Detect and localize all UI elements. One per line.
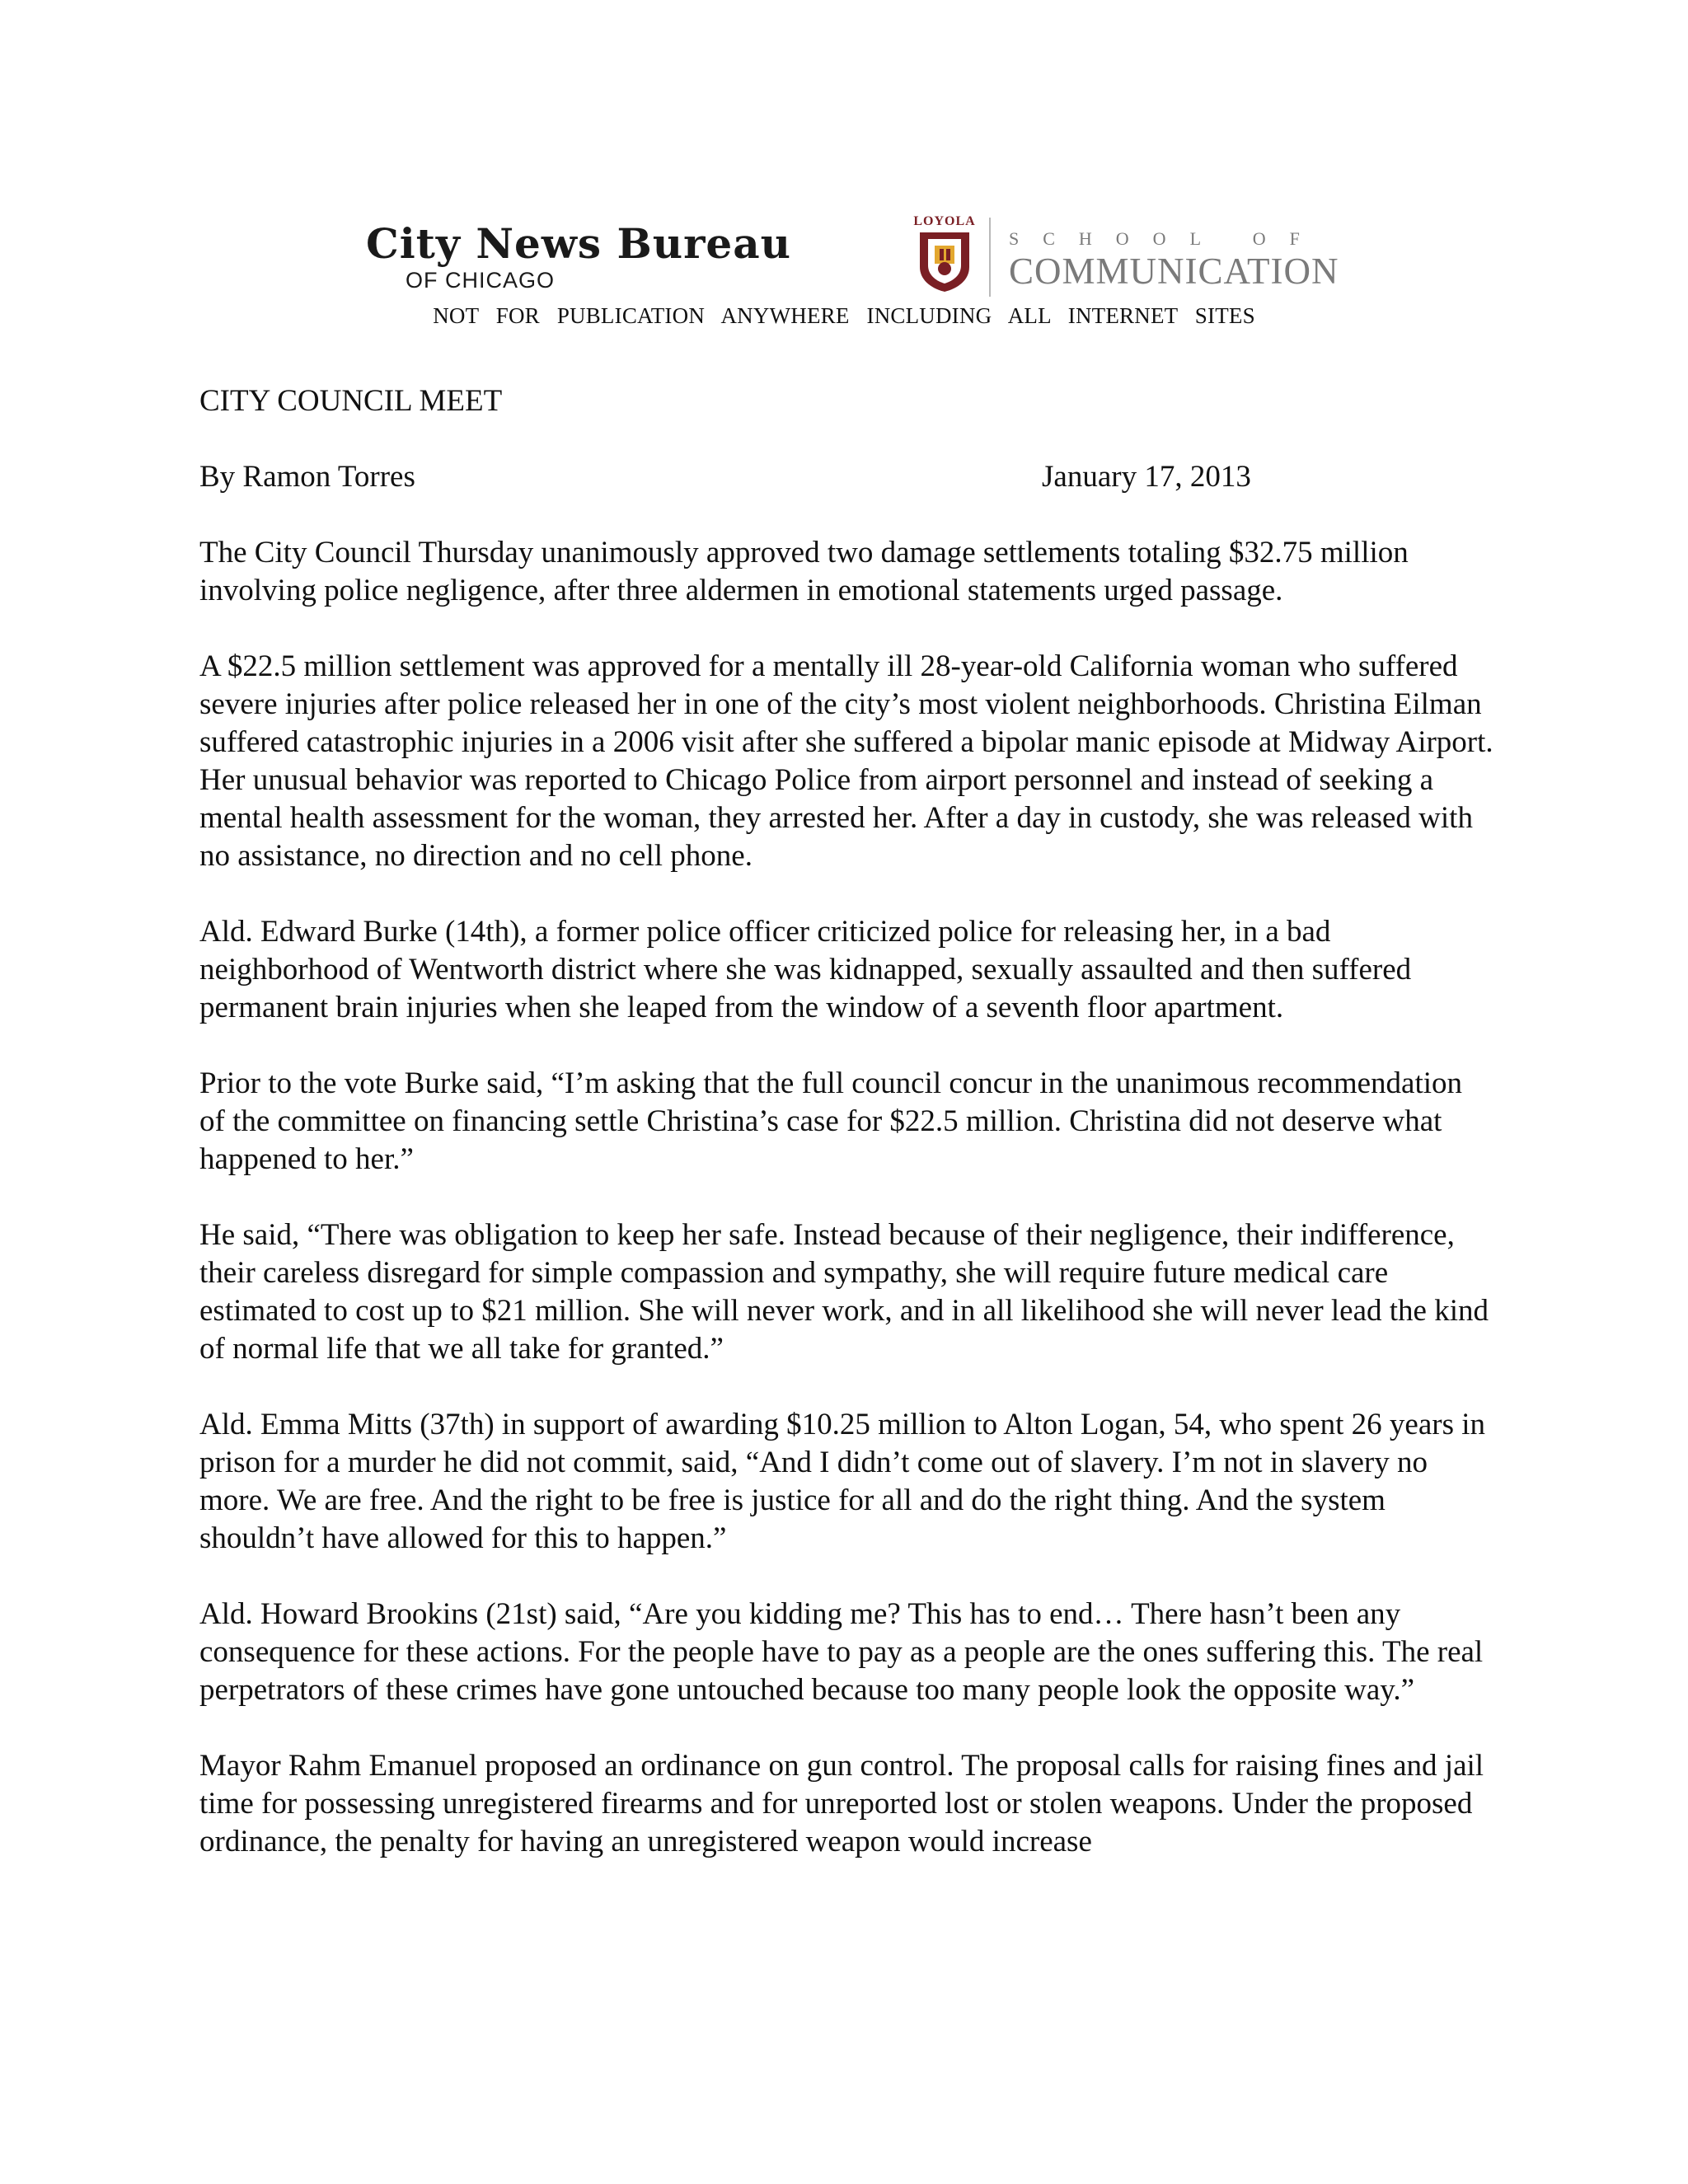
city-news-bureau-logo — [366, 221, 791, 293]
byline: By Ramon Torres — [199, 460, 415, 494]
story-slug: CITY COUNCIL MEET — [199, 384, 503, 418]
paragraph: Ald. Edward Burke (14th), a former police officer criticized police for releasing her, in a bad neighborhood of Wentworth district where she was kidnapped, sexually assaulted and then suffered permanent brain injuries when she leaped from the window of a seventh floor apartment. — [199, 915, 1412, 1024]
paragraph: The City Council Thursday unanimously approved two damage settlements totaling $32.75 million involving police negligence, after three aldermen in emotional statements urged passage. — [199, 536, 1409, 607]
school-of-communication-logo — [1009, 227, 1339, 292]
paragraph: Mayor Rahm Emanuel proposed an ordinance on gun control. The proposal calls for raising fines and jail time for possessing unregistered firearms and for unreported lost or stolen weapons. Under the proposed ordinance, the penalty for having an unregistered weapon would increase — [199, 1749, 1484, 1858]
bureau-name: City News Bureau — [366, 219, 791, 268]
paragraph: A $22.5 million settlement was approved for a mentally ill 28-year-old California woman who suffered severe injuries after police released her in one of the city’s most violent neighborhoods. Christina Eilman suffered catastrophic injuries in a 2006 visit after she suffered a bipolar manic episode at Midway Airport. Her unusual behavior was reported to Chicago Police from airport personnel and instead of seeking a mental health assessment for the woman, they arrested her. After a day in custody, she was released with no assistance, no direction and no cell phone. — [199, 649, 1493, 873]
dateline: January 17, 2013 — [1042, 460, 1251, 494]
school-bottom-text: COMMUNICATION — [1009, 251, 1339, 292]
paragraph: He said, “There was obligation to keep her safe. Instead because of their negligence, their indifference, their careless disregard for simple compassion and sympathy, she will require future medical care estimated to cost up to $21 million. She will never work, and in all likelihood she will never lead the kind of normal life that we all take for granted.” — [199, 1218, 1489, 1366]
publication-notice: NOT FOR PUBLICATION ANYWHERE INCLUDING ALL INTERNET SITES — [433, 303, 1255, 328]
loyola-logo — [912, 214, 978, 297]
paragraph: Ald. Emma Mitts (37th) in support of awarding $10.25 million to Alton Logan, 54, who spent 26 years in prison for a murder he did not commit, said, “And I didn’t come out of slavery. I’m not in slavery no more. We are free. And the right to be free is justice for all and do the right thing. And the system shouldn’t have allowed for this to happen.” — [199, 1408, 1486, 1555]
article-body — [199, 382, 1493, 1899]
paragraph: Prior to the vote Burke said, “I’m asking that the full council concur in the unanimous recommendation of the committee on financing settle Christina’s case for $22.5 million. Christina did not deserve what happened to her.” — [199, 1066, 1463, 1176]
logo-divider — [989, 218, 991, 297]
byline-row — [199, 458, 1493, 496]
school-top-text: SCHOOL OF — [1009, 228, 1324, 249]
masthead — [0, 206, 1688, 338]
loyola-label: LOYOLA — [913, 214, 976, 228]
loyola-seal-icon — [912, 229, 978, 293]
bureau-subtitle: OF CHICAGO — [406, 268, 556, 293]
paragraph: Ald. Howard Brookins (21st) said, “Are you kidding me? This has to end… There hasn’t been any consequence for these actions. For the people have to pay as a people are the ones suffering this. The real perpetrators of these crimes have gone untouched because too many people look the opposite way.” — [199, 1597, 1484, 1707]
